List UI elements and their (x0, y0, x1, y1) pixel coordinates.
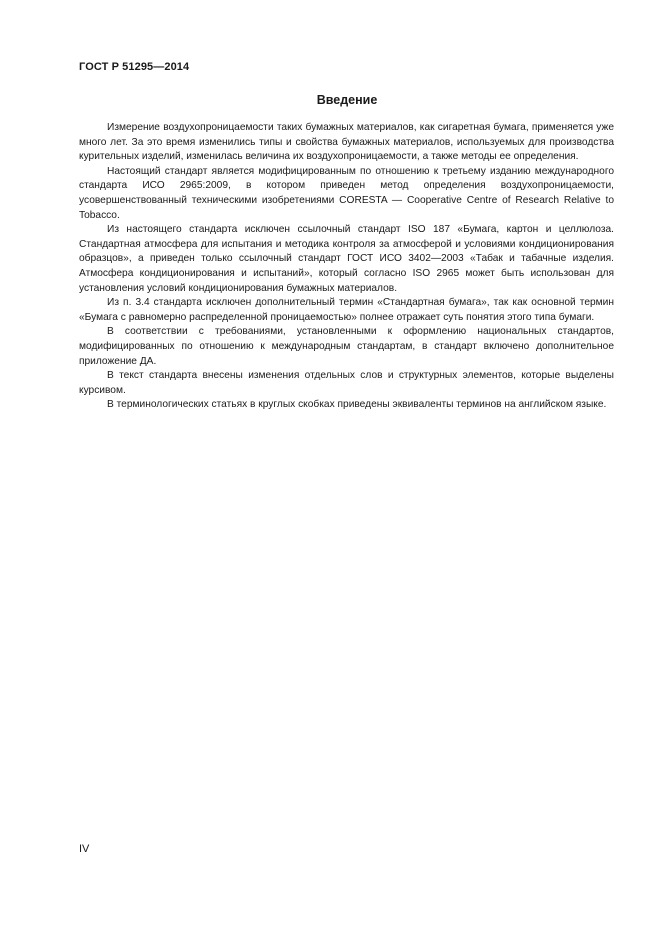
paragraph: Из настоящего стандарта исключен ссылочный стандарт ISO 187 «Бумага, картон и целлюлоза. Стандартная атмосфера для испытания и методика контроля за атмосферой и условиями кондиционирования образцов», а приведен только ссылочный стандарт ГОСТ ИСО 3402—2003 «Табак и табачные изделия. Атмосфера кондиционирования и испытаний», который согласно ISO 2965 может быть использован для установления условий кондиционирования бумажных материалов. (79, 224, 614, 294)
body-text (79, 121, 614, 413)
section-title: Введение (316, 93, 378, 107)
page-number: IV (79, 843, 90, 855)
document-code: ГОСТ Р 51295—2014 (79, 61, 190, 73)
paragraph: Измерение воздухопроницаемости таких бумажных материалов, как сигаретная бумага, применяется уже много лет. За это время изменились типы и свойства бумажных материалов, используемых для производства курительных изделий, изменилась величина их воздухопроницаемости, а также методы ее определения. (79, 122, 614, 163)
paragraph: В соответствии с требованиями, установленными к оформлению национальных стандартов, модифицированных по отношению к международным стандартам, в стандарт включено дополнительное приложение ДА. (79, 326, 614, 367)
paragraph: В терминологических статьях в круглых скобках приведены эквиваленты терминов на английском языке. (107, 399, 607, 411)
paragraph: Настоящий стандарт является модифицированным по отношению к третьему изданию международного стандарта ИСО 2965:2009, в котором приведен метод определения воздухопроницаемости, усовершенствованный техническими изобретениями CORESTA — Cooperative Centre of Research Relative to Tobacco. (79, 165, 614, 221)
paragraph: В текст стандарта внесены изменения отдельных слов и структурных элементов, которые выделены курсивом. (79, 370, 614, 396)
paragraph: Из п. 3.4 стандарта исключен дополнительный термин «Стандартная бумага», так как основной термин «Бумага с равномерно распределенной проницаемостью» полнее отражает суть понятия этого типа бумаги. (79, 297, 614, 323)
